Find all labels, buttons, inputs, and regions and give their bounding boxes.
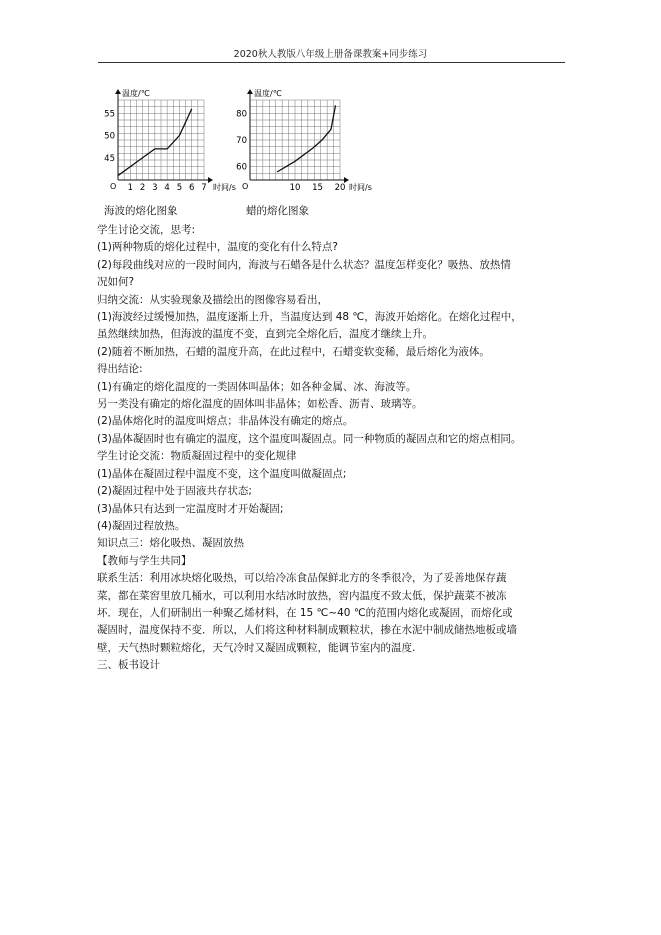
x-tick-label: 5 xyxy=(176,183,183,193)
text-line: 另一类没有确定的熔化温度的固体叫非晶体；如松香、沥青、玻璃等。 xyxy=(97,398,423,411)
text-line: 三、板书设计 xyxy=(97,659,160,672)
text-line: 【教师与学生共同】 xyxy=(97,554,192,567)
hypo-melting-chart xyxy=(96,80,236,200)
y-tick-label: 80 xyxy=(236,109,247,120)
text-line: (1)两种物质的熔化过程中，温度的变化有什么特点? xyxy=(97,241,338,254)
text-line: (3)晶体只有达到一定温度时才开始凝固; xyxy=(97,502,284,515)
x-axis-label: 时间/s xyxy=(349,183,372,192)
text-line: 菜，都在菜窖里放几桶水，可以利用水结冰时放热，窖内温度不致太低，保护蔬菜不被冻 xyxy=(97,589,507,602)
text-line: (3)晶体凝固时也有确定的温度，这个温度叫凝固点。同一种物质的凝固点和它的熔点相同。 xyxy=(97,432,522,445)
text-line: 学生讨论交流，思考: xyxy=(97,224,196,236)
y-tick-label: 50 xyxy=(104,131,115,142)
text-line: 归纳交流：从实验现象及描绘出的图像容易看出， xyxy=(97,293,328,306)
y-axis-label: 温度/℃ xyxy=(122,89,150,98)
chart-caption-hypo: 海波的熔化图象 xyxy=(104,205,178,217)
text-line: (1)晶体在凝固过程中温度不变，这个温度叫做凝固点; xyxy=(97,467,347,480)
x-tick-label: 7 xyxy=(201,183,207,193)
text-line: 得出结论: xyxy=(97,363,143,376)
x-tick-label: 15 xyxy=(312,183,323,193)
text-line: 联系生活：利用冰块熔化吸热，可以给冷冻食品保鲜北方的冬季很冷，为了妥善地保存蔬 xyxy=(97,572,507,585)
text-line: (2)每段曲线对应的一段时间内，海波与石蜡各是什么状态？温度怎样变化？吸热、放热情 xyxy=(97,258,511,271)
text-line: 壁，天气热时颗粒熔化，天气冷时又凝固成颗粒，能调节室内的温度. xyxy=(97,641,416,654)
x-tick-label: 3 xyxy=(152,183,158,193)
text-line: (1)海波经过缓慢加热，温度逐渐上升，当温度达到 48 ℃，海波开始熔化。在熔化过程中， xyxy=(97,311,522,324)
page-header: 2020秋人教版八年级上册备课教案+同步练习 xyxy=(233,49,428,60)
text-line: (1)有确定的熔化温度的一类固体叫晶体；如各种金属、冰、海波等。 xyxy=(97,380,417,393)
x-tick-label: 2 xyxy=(139,183,146,193)
header-rule xyxy=(98,62,565,63)
y-tick-label: 55 xyxy=(104,109,115,120)
text-line: (2)随着不断加热，石蜡的温度升高，在此过程中，石蜡变软变稀，最后熔化为液体。 xyxy=(97,345,490,358)
y-axis-arrow xyxy=(115,89,121,94)
text-line: 况如何? xyxy=(97,276,135,289)
text-line: (2)晶体熔化时的温度叫熔点；非晶体没有确定的熔点。 xyxy=(97,415,354,428)
document-body xyxy=(97,222,565,675)
text-line: (2)凝固过程中处于固液共存状态; xyxy=(97,485,252,498)
text-line: 凝固时，温度保持不变．所以，人们将这种材料制成颗粒状，掺在水泥中制成储热地板或墙 xyxy=(97,624,517,637)
text-line: (4)凝固过程放热。 xyxy=(97,519,186,532)
x-tick-label: 1 xyxy=(127,183,133,193)
origin-label: O xyxy=(242,182,249,191)
y-axis-label: 温度/℃ xyxy=(254,89,282,98)
text-line: 学生讨论交流：物质凝固过程中的变化规律 xyxy=(97,450,297,463)
x-axis-label: 时间/s xyxy=(213,183,236,192)
chart-caption-wax: 蜡的熔化图象 xyxy=(246,205,309,217)
x-tick-label: 6 xyxy=(189,183,195,193)
text-line: 坏．现在，人们研制出一种聚乙烯材料，在 15 ℃~40 ℃的范围内熔化或凝固，而熔化或 xyxy=(97,606,513,619)
y-tick-label: 45 xyxy=(104,153,115,164)
text-line: 虽然继续加热，但海波的温度不变，直到完全熔化后，温度才继续上升。 xyxy=(97,328,433,341)
y-axis-arrow xyxy=(247,89,253,94)
text-line: 知识点三：熔化吸热、凝固放热 xyxy=(97,537,244,550)
y-tick-label: 70 xyxy=(236,136,247,146)
data-series-line xyxy=(277,105,336,172)
x-tick-label: 20 xyxy=(334,183,346,193)
origin-label: O xyxy=(110,182,117,191)
x-tick-label: 10 xyxy=(289,183,301,193)
y-tick-label: 60 xyxy=(236,162,247,173)
x-tick-label: 4 xyxy=(164,183,170,193)
wax-melting-chart xyxy=(225,80,372,200)
